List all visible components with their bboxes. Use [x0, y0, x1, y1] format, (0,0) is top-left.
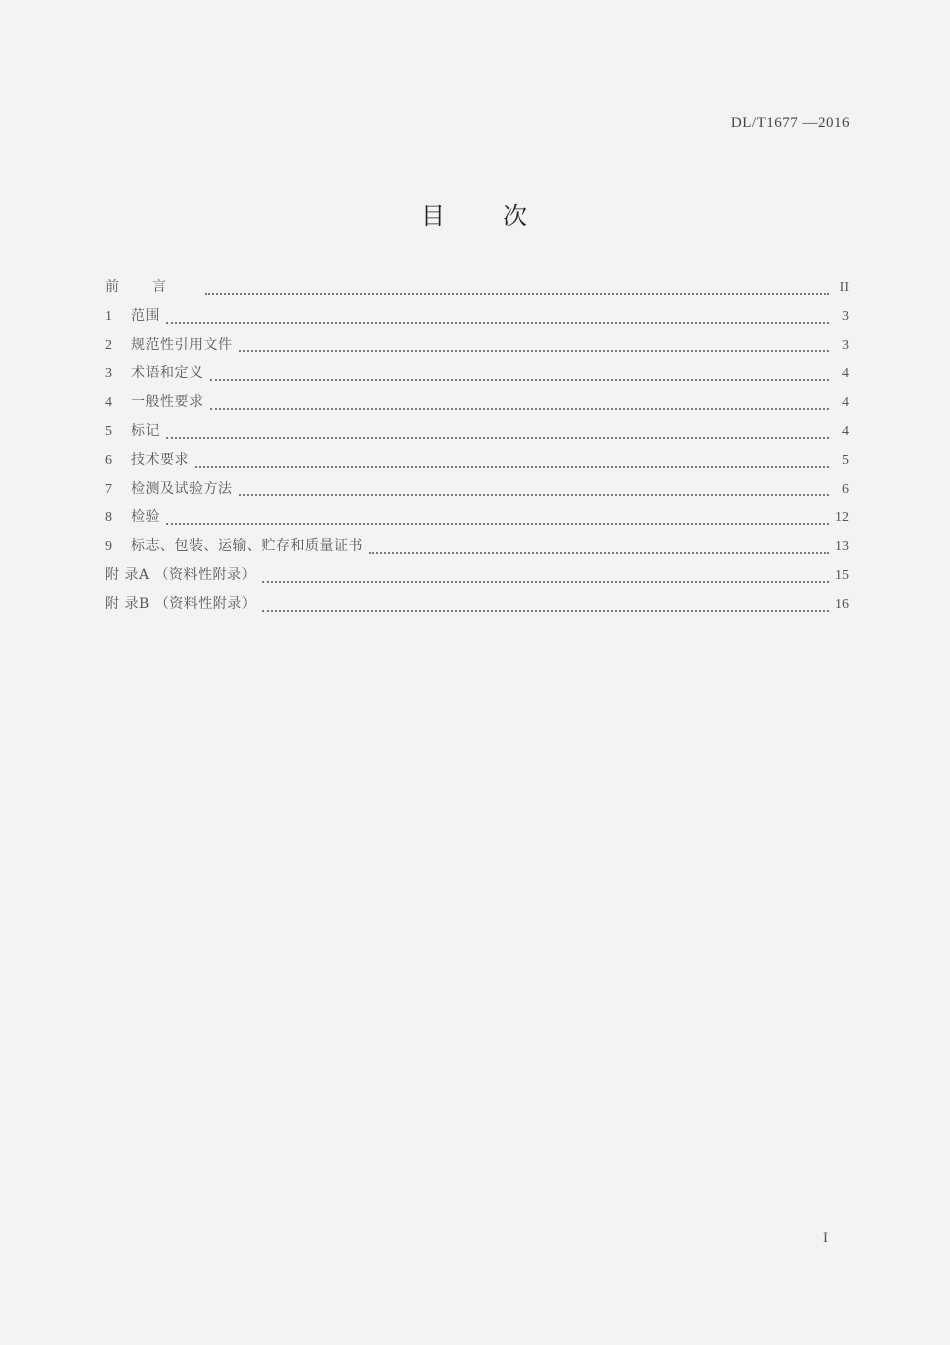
toc-leader-dots: [369, 552, 829, 554]
toc-entry-label: 标记: [131, 422, 160, 439]
toc-entry-number: 5: [105, 423, 112, 439]
toc-entry-page: 4: [842, 423, 849, 439]
toc-leader-dots: [210, 408, 830, 410]
toc-leader-dots: [239, 350, 830, 352]
toc-entry-number: 9: [105, 539, 112, 555]
title-char-1: 目: [421, 202, 447, 230]
toc-entry-label: 检验: [131, 509, 160, 526]
toc-entry-page: 4: [842, 366, 849, 382]
toc-entry-label: 检测及试验方法: [131, 480, 233, 497]
toc-entry-page: 12: [835, 510, 849, 526]
toc-entry-4[interactable]: [105, 391, 849, 420]
toc-entry-label: 标志、包装、运输、贮存和质量证书: [131, 538, 363, 555]
toc-entry-9[interactable]: [105, 535, 849, 564]
page-number: I: [823, 1230, 828, 1246]
toc-entry-page: 3: [842, 337, 849, 353]
toc-entry-label: 附 录A （资料性附录）: [105, 566, 257, 583]
toc-entry-label: 前言: [105, 279, 199, 295]
toc-leader-dots: [166, 322, 829, 324]
toc-leader-dots: [195, 466, 829, 468]
toc-entry-page: 3: [842, 308, 849, 324]
toc-entry-page: 4: [842, 395, 849, 411]
toc-entry-number: 7: [105, 481, 112, 497]
toc-leader-dots: [262, 610, 829, 612]
toc-leader-dots: [205, 293, 829, 295]
toc-entry-label: 一般性要求: [131, 394, 204, 411]
toc-entry-label: 规范性引用文件: [131, 336, 233, 353]
toc-entry-page: II: [839, 280, 849, 295]
toc-entry-number: 8: [105, 510, 112, 526]
page-title: [0, 196, 950, 231]
toc-entry-page: 15: [835, 567, 849, 583]
toc-entry-label: 附 录B （资料性附录）: [105, 595, 257, 612]
toc-entry-number: 2: [105, 337, 112, 353]
toc-entry-1[interactable]: [105, 305, 849, 334]
toc-entry-label: 范围: [131, 307, 160, 324]
toc-entry-number: 1: [105, 308, 112, 324]
toc-leader-dots: [210, 379, 830, 381]
toc-leader-dots: [262, 581, 829, 583]
title-char-2: 次: [503, 202, 529, 230]
toc-entry-number: 4: [105, 395, 112, 411]
toc-leader-dots: [166, 437, 829, 439]
toc-entry-number: 3: [105, 366, 112, 382]
toc-leader-dots: [239, 494, 830, 496]
toc-entry-5[interactable]: [105, 420, 849, 449]
table-of-contents: [105, 276, 849, 622]
toc-entry-page: 13: [835, 539, 849, 555]
toc-entry-label: 技术要求: [131, 451, 189, 468]
standard-code: DL/T1677 —2016: [730, 115, 850, 131]
toc-entry-appendix-b[interactable]: [105, 593, 849, 622]
toc-entry-page: 5: [842, 452, 849, 468]
toc-entry-page: 16: [835, 596, 849, 612]
toc-entry-7[interactable]: [105, 478, 849, 507]
toc-entry-page: 6: [842, 481, 849, 497]
toc-entry-number: 6: [105, 452, 112, 468]
toc-entry-3[interactable]: [105, 362, 849, 391]
toc-entry-6[interactable]: [105, 449, 849, 478]
toc-entry-appendix-a[interactable]: [105, 564, 849, 593]
toc-entry-8[interactable]: [105, 506, 849, 535]
toc-entry-label: 术语和定义: [131, 365, 204, 382]
toc-entry-2[interactable]: [105, 334, 849, 363]
toc-leader-dots: [166, 523, 829, 525]
toc-entry-foreword[interactable]: [105, 276, 849, 305]
